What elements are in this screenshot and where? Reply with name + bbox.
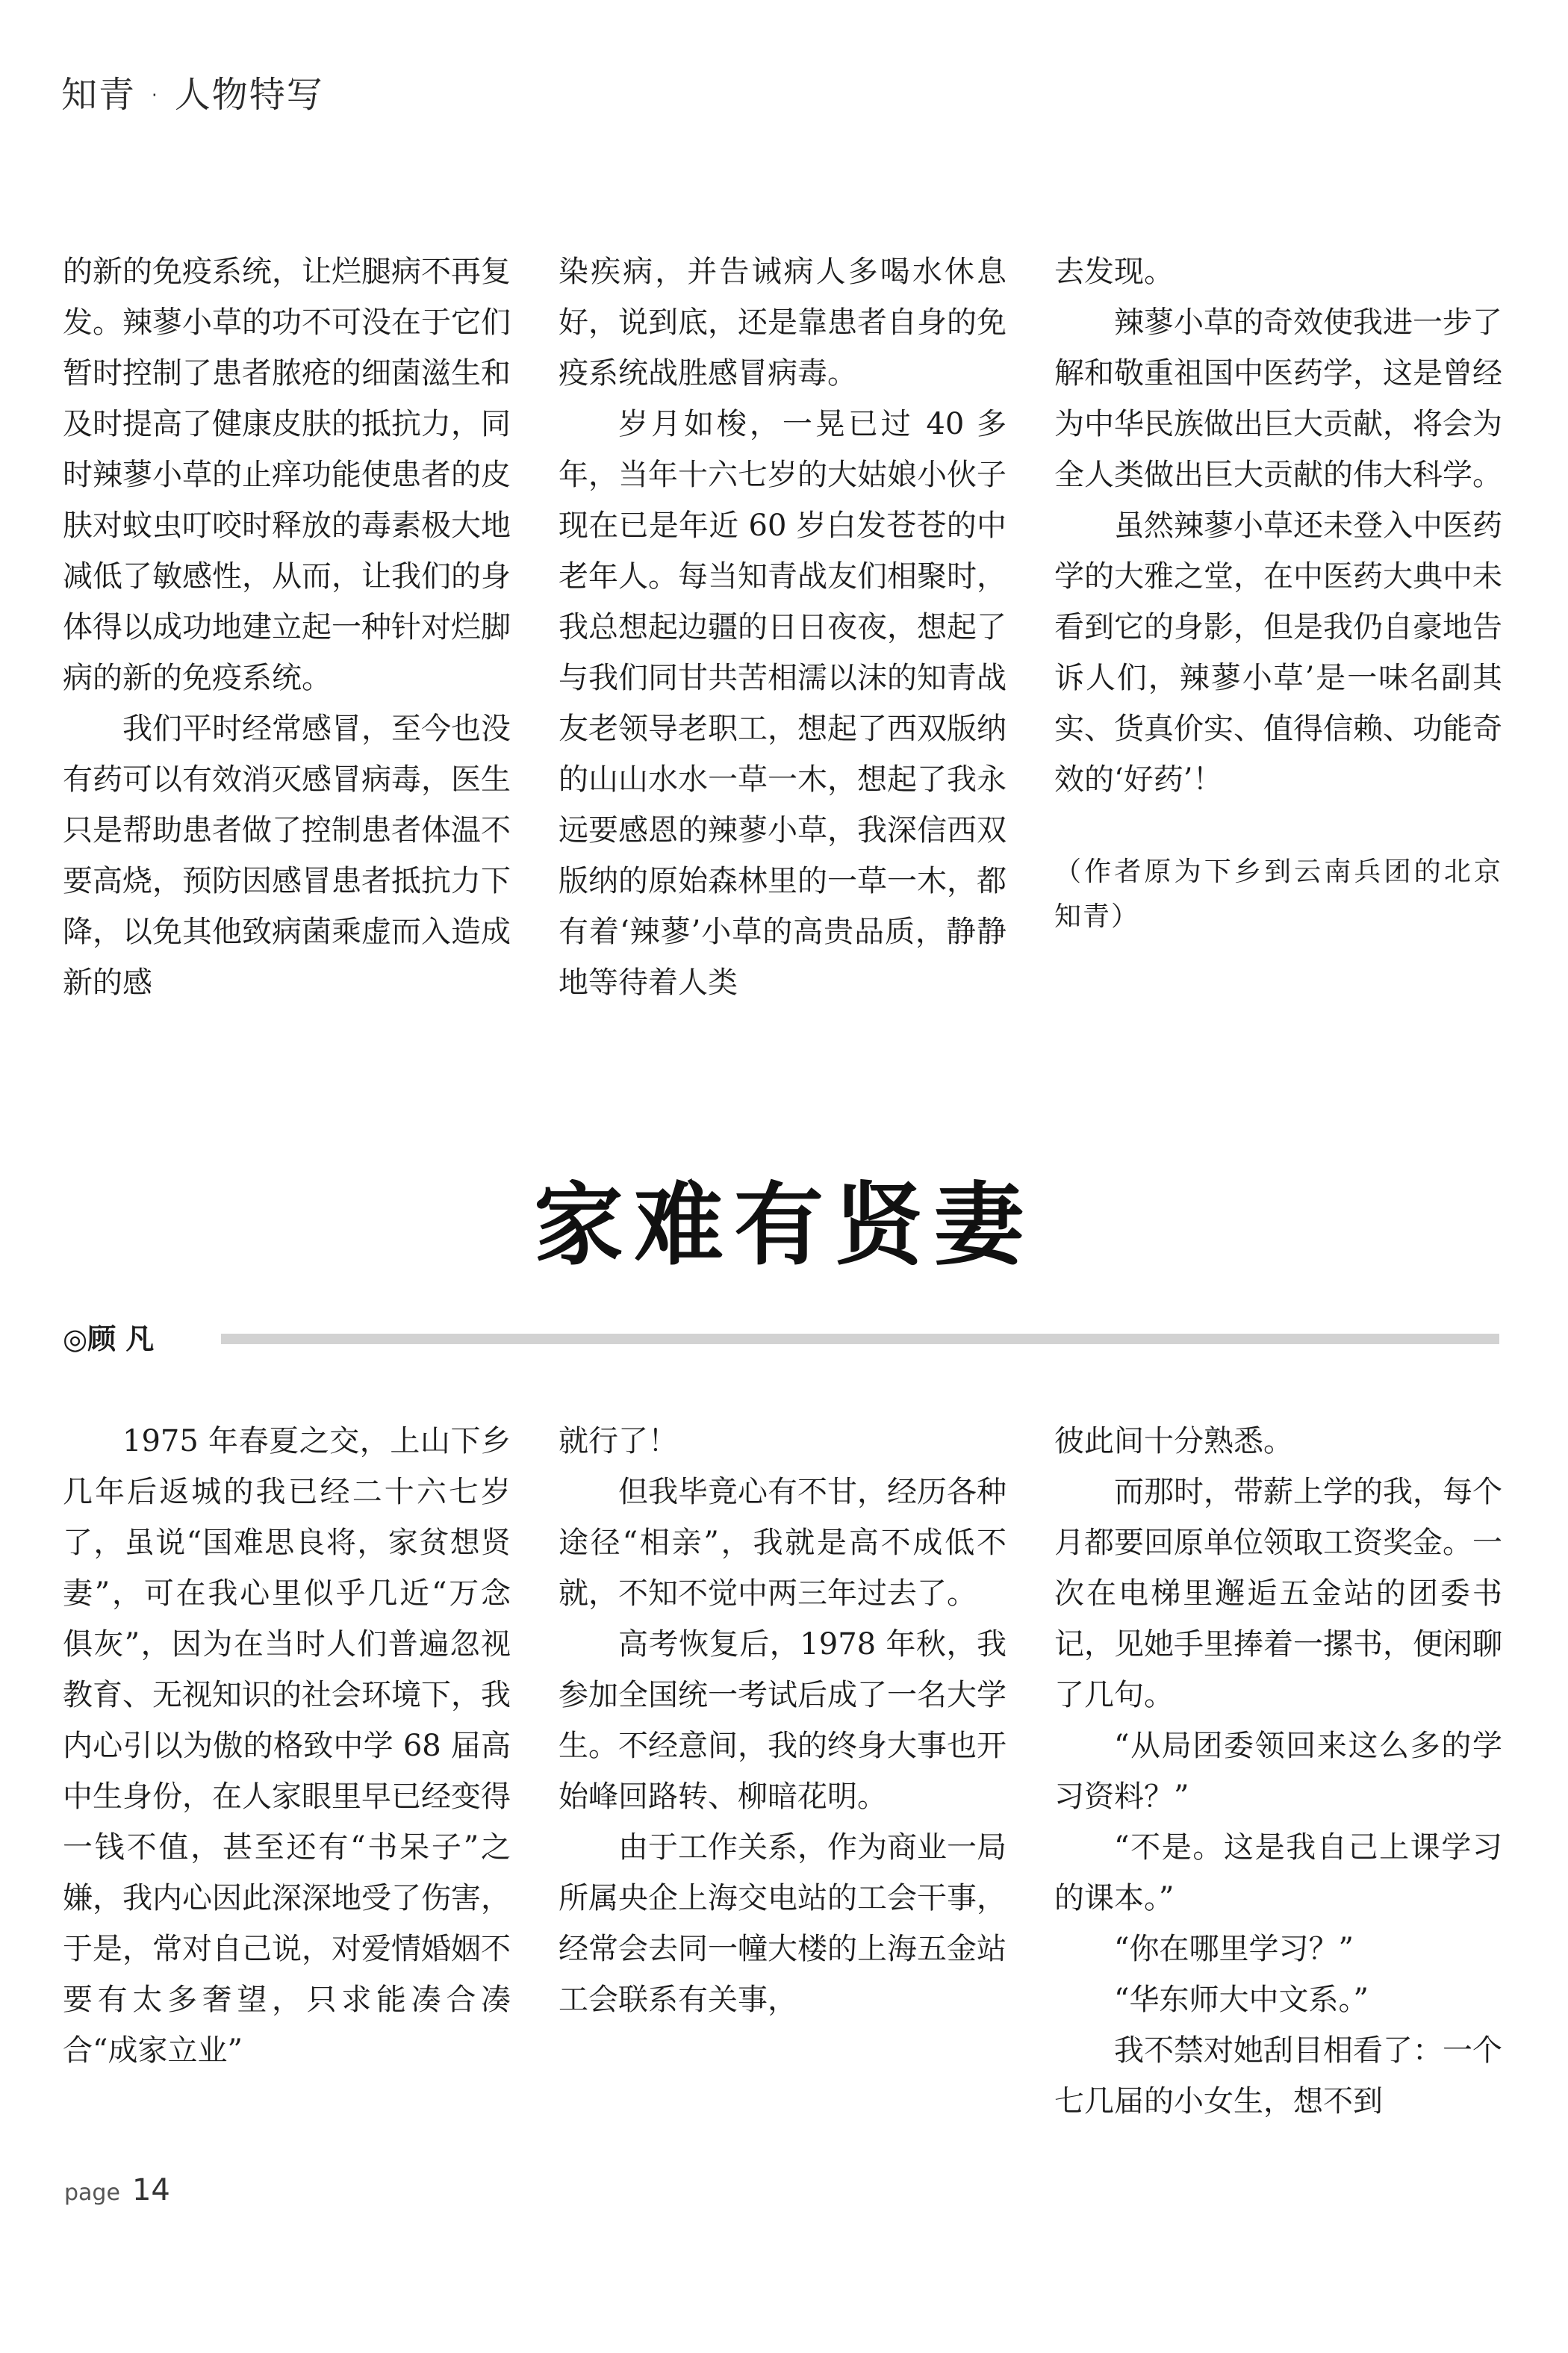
top-article-column-2 (559, 246, 1007, 1008)
top-article-column-3 (1054, 246, 1502, 939)
paragraph: 我们平时经常感冒，至今也没有药可以有效消灭感冒病毒，医生只是帮助患者做了控制患者体温不要高烧，预防因感冒患者抵抗力下降，以免其他致病菌乘虚而入造成新的感 (63, 712, 511, 1000)
paragraph: 彼此间十分熟悉。 (1054, 1424, 1293, 1458)
dialogue-line: “不是。这是我自己上课学习的课本。” (1054, 1830, 1502, 1915)
title-divider (221, 1334, 1499, 1344)
top-article-column-1 (63, 246, 511, 1008)
paragraph: 染疾病，并告诫病人多喝水休息好，说到底，还是靠患者自身的免疫系统战胜感冒病毒。 (559, 255, 1007, 391)
paragraph: 的新的免疫系统，让烂腿病不再复发。辣蓼小草的功不可没在于它们暂时控制了患者脓疮的细菌滋生和及时提高了健康皮肤的抵抗力，同时辣蓼小草的止痒功能使患者的皮肤对蚊虫叮咬时释放的毒素极大地减低了敏感性，从而，让我们的身体得以成功地建立起一种针对烂脚病的新的免疫系统。 (63, 255, 511, 695)
paragraph: 就行了！ (559, 1424, 678, 1458)
paragraph: 我不禁对她刮目相看了：一个七几届的小女生，想不到 (1054, 2033, 1502, 2119)
paragraph: 1975 年春夏之交，上山下乡几年后返城的我已经二十六七岁了，虽说“国难思良将，家贫想贤妻”，可在我心里似乎几近“万念俱灰”，因为在当时人们普遍忽视教育、无视知识的社会环境下，我内心引以为傲的格致中学 68 届高中生身份，在人家眼里早已经变得一钱不值，甚至还有“书呆子”之嫌，我内心因此深深地受了伤害，于是，常对自己说，对爱情婚姻不要有太多奢望，只求能凑合凑合“成家立业” (63, 1424, 511, 2068)
article-column-3 (1054, 1416, 1502, 2127)
article-column-1 (63, 1416, 511, 2076)
dialogue-line: “从局团委领回来这么多的学习资料？” (1054, 1729, 1502, 1814)
page-number: 14 (131, 2173, 170, 2207)
article-column-2 (559, 1416, 1007, 2025)
paragraph: 高考恢复后，1978 年秋，我参加全国统一考试后成了一名大学生。不经意间，我的终身大事也开始峰回路转、柳暗花明。 (559, 1627, 1007, 1814)
dialogue-line: “华东师大中文系。” (1114, 1983, 1369, 2017)
paragraph: 由于工作关系，作为商业一局所属央企上海交电站的工会干事，经常会去同一幢大楼的上海五金站工会联系有关事， (559, 1830, 1007, 2017)
byline: ◎顾 凡 (63, 1322, 155, 1355)
paragraph: 岁月如梭，一晃已过 40 多年，当年十六七岁的大姑娘小伙子现在已是年近 60 岁白发苍苍的中老年人。每当知青战友们相聚时，我总想起边疆的日日夜夜，想起了与我们同甘共苦相濡以沫的知青战友老领导老职工，想起了西双版纳的山山水水一草一木，想起了我永远要感恩的辣蓼小草，我深信西双版纳的原始森林里的一草一木，都有着‘辣蓼’小草的高贵品质，静静地等待着人类 (559, 407, 1007, 1000)
page-footer (64, 2173, 170, 2207)
paragraph: 而那时，带薪上学的我，每个月都要回原单位领取工资奖金。一次在电梯里邂逅五金站的团委书记，见她手里捧着一摞书，便闲聊了几句。 (1054, 1475, 1502, 1712)
paragraph: 但我毕竟心有不甘，经历各种途径“相亲”，我就是高不成低不就，不知不觉中两三年过去了。 (559, 1475, 1007, 1611)
article-title: 家难有贤妻 (534, 1174, 1034, 1278)
section-label: 知青 · 人物特写 (61, 74, 324, 116)
paragraph: 辣蓼小草的奇效使我进一步了解和敬重祖国中医药学，这是曾经为中华民族做出巨大贡献，将会为全人类做出巨大贡献的伟大科学。 (1054, 305, 1502, 492)
author-note: （作者原为下乡到云南兵团的北京知青） (1054, 857, 1502, 932)
paragraph: 虽然辣蓼小草还未登入中医药学的大雅之堂，在中医药大典中未看到它的身影，但是我仍自豪地告诉人们，辣蓼小草’是一味名副其实、货真价实、值得信赖、功能奇效的‘好药’！ (1054, 509, 1502, 797)
page-label: page (64, 2180, 120, 2206)
dialogue-line: “你在哪里学习？” (1114, 1932, 1354, 1966)
paragraph: 去发现。 (1054, 255, 1174, 289)
